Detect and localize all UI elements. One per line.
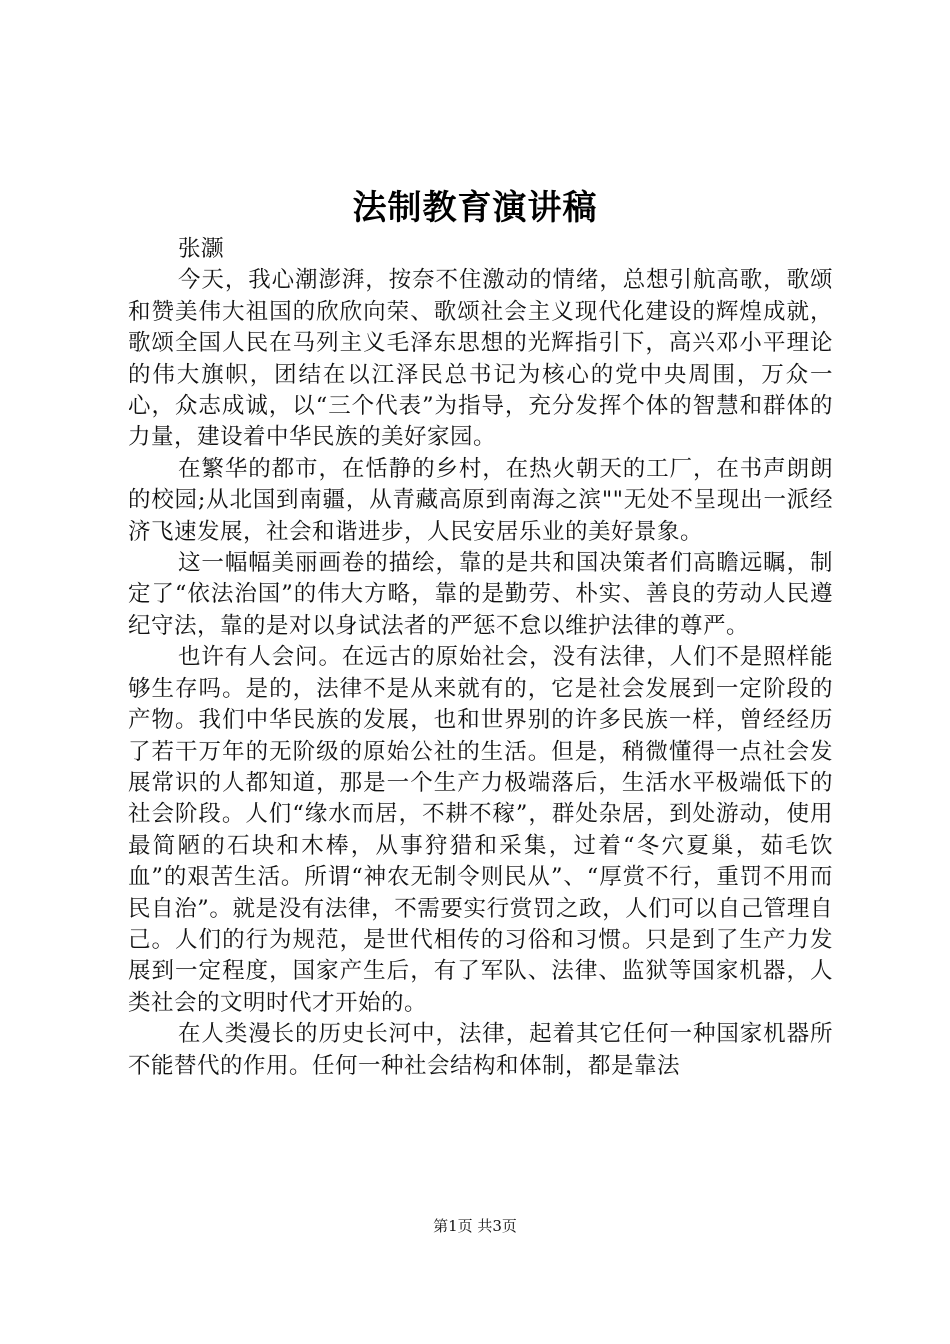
paragraph-4: 也许有人会问。在远古的原始社会，没有法律，人们不是照样能够生存吗。是的，法律不是从来就有的，它是社会发展到一定阶段的产物。我们中华民族的发展，也和世界别的许多民族一样，曾经经历了若干万年的无阶级的原始公社的生活。但是，稍微懂得一点社会发展常识的人都知道，那是一个生产力极端落后，生活水平极端低下的社会阶段。人们“缘水而居，不耕不稼”，群处杂居，到处游动，使用最简陋的石块和木棒，从事狩猎和采集，过着“冬穴夏巢，茹毛饮血”的艰苦生活。所谓“神农无制令则民从”、“厚赏不行，重罚不用而民自治”。就是没有法律，不需要实行赏罚之政，人们可以自己管理自己。人们的行为规范，是世代相传的习俗和习惯。只是到了生产力发展到一定程度，国家产生后，有了军队、法律、监狱等国家机器，人类社会的文明时代才开始的。 [128,644,833,1016]
paragraph-3: 这一幅幅美丽画卷的描绘，靠的是共和国决策者们高瞻远瞩，制定了“依法治国”的伟大方略，靠的是勤劳、朴实、善良的劳动人民遵纪守法，靠的是对以身试法者的严惩不怠以维护法律的尊严。 [128,550,833,639]
author-name: 张灏 [178,236,225,262]
paragraph-5: 在人类漫长的历史长河中，法律，起着其它任何一种国家机器所不能替代的作用。任何一种社会结构和体制，都是靠法 [128,1021,833,1079]
page-number-footer: 第1页 共3页 [433,1217,517,1235]
document-body [128,234,833,1082]
paragraph-1: 今天，我心潮澎湃，按奈不住激动的情绪，总想引航高歌，歌颂和赞美伟大祖国的欣欣向荣、歌颂社会主义现代化建设的辉煌成就，歌颂全国人民在马列主义毛泽东思想的光辉指引下，高兴邓小平理论的伟大旗帜，团结在以江泽民总书记为核心的党中央周围，万众一心，众志成诚，以“三个代表”为指导，充分发挥个体的智慧和群体的力量，建设着中华民族的美好家园。 [128,267,833,451]
paragraph-2: 在繁华的都市，在恬静的乡村，在热火朝天的工厂，在书声朗朗的校园;从北国到南疆，从青藏高原到南海之滨""无处不呈现出一派经济飞速发展，社会和谐进步，人民安居乐业的美好景象。 [128,455,833,545]
document-title: 法制教育演讲稿 [352,188,598,228]
